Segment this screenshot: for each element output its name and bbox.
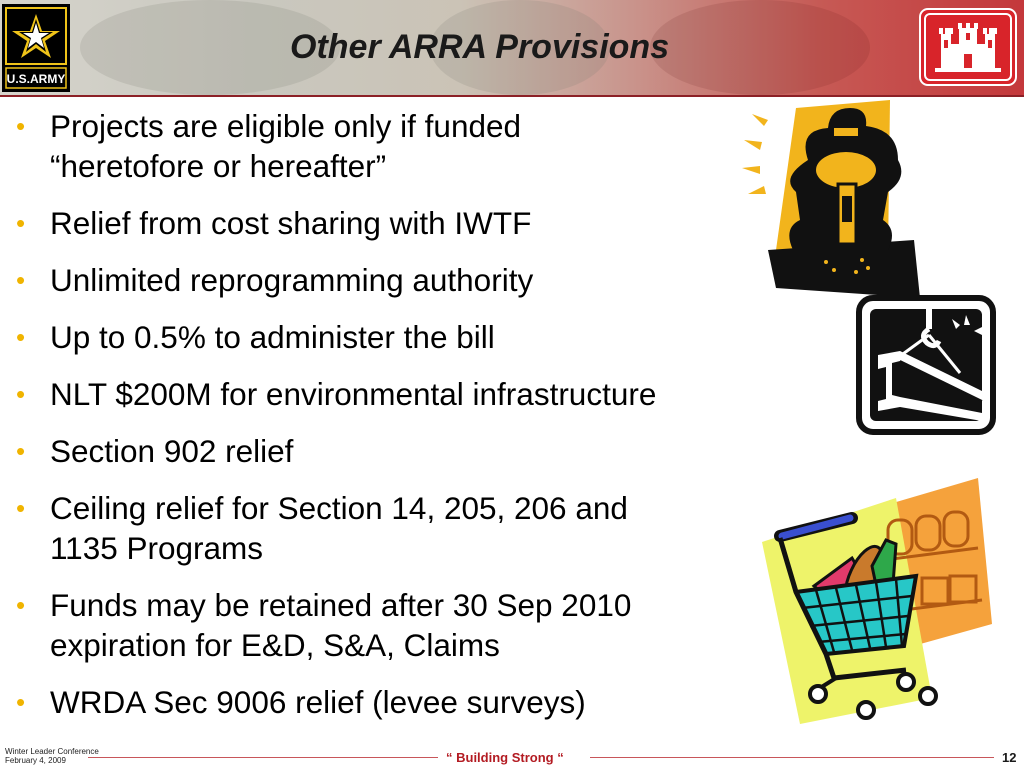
bullet-item (14, 682, 814, 722)
footer-conference-info (5, 747, 99, 765)
bullet-item (14, 106, 814, 186)
bullet-text-continued: 1135 Programs (50, 530, 264, 566)
page-number: 12 (1002, 750, 1017, 765)
footer-rule-left (88, 757, 438, 758)
bullet-list (14, 106, 814, 739)
page-title: Other ARRA Provisions (290, 28, 670, 66)
bullet-text: Projects are eligible only if funded (50, 108, 522, 144)
bullet-text: NLT $200M for environmental infrastructure (50, 376, 657, 412)
bullet-item (14, 374, 814, 414)
bullet-dot-icon: • (16, 379, 26, 409)
steel-beam-crane-clipart-icon (856, 295, 996, 435)
footer-conference: Winter Leader Conference (5, 747, 99, 756)
construction-worker-clipart-icon (738, 100, 920, 298)
bullet-text: Funds may be retained after 30 Sep 2010 (50, 587, 632, 623)
bullet-item (14, 431, 814, 471)
footer-motto: “ Building Strong “ (446, 750, 564, 765)
army-logo-text: U.S.ARMY (6, 72, 66, 86)
banner-divider (0, 95, 1024, 97)
bullet-text: Unlimited reprogramming authority (50, 262, 534, 298)
bullet-text-continued: “heretofore or hereafter” (50, 148, 387, 184)
bullet-dot-icon: • (16, 436, 26, 466)
bullet-dot-icon: • (16, 590, 26, 620)
bullet-dot-icon: • (16, 265, 26, 295)
bullet-dot-icon: • (16, 111, 26, 141)
bullet-text: Ceiling relief for Section 14, 205, 206 and (50, 490, 628, 526)
footer-date: February 4, 2009 (5, 756, 66, 765)
banner-texture (650, 0, 870, 95)
bullet-item (14, 585, 814, 665)
bullet-text: WRDA Sec 9006 relief (levee surveys) (50, 684, 586, 720)
bullet-text: Section 902 relief (50, 433, 294, 469)
bullet-dot-icon: • (16, 208, 26, 238)
bullet-text-continued: expiration for E&D, S&A, Claims (50, 627, 500, 663)
shopping-cart-clipart-icon (756, 478, 992, 724)
bullet-dot-icon: • (16, 687, 26, 717)
bullet-text: Up to 0.5% to administer the bill (50, 319, 495, 355)
bullet-dot-icon: • (16, 493, 26, 523)
footer-rule-right (590, 757, 994, 758)
bullet-item (14, 317, 814, 357)
bullet-item (14, 260, 814, 300)
bullet-item (14, 488, 814, 568)
bullet-text: Relief from cost sharing with IWTF (50, 205, 532, 241)
usace-castle-logo-icon (919, 8, 1017, 86)
army-star-logo-icon (2, 4, 70, 92)
bullet-dot-icon: • (16, 322, 26, 352)
bullet-item (14, 203, 814, 243)
